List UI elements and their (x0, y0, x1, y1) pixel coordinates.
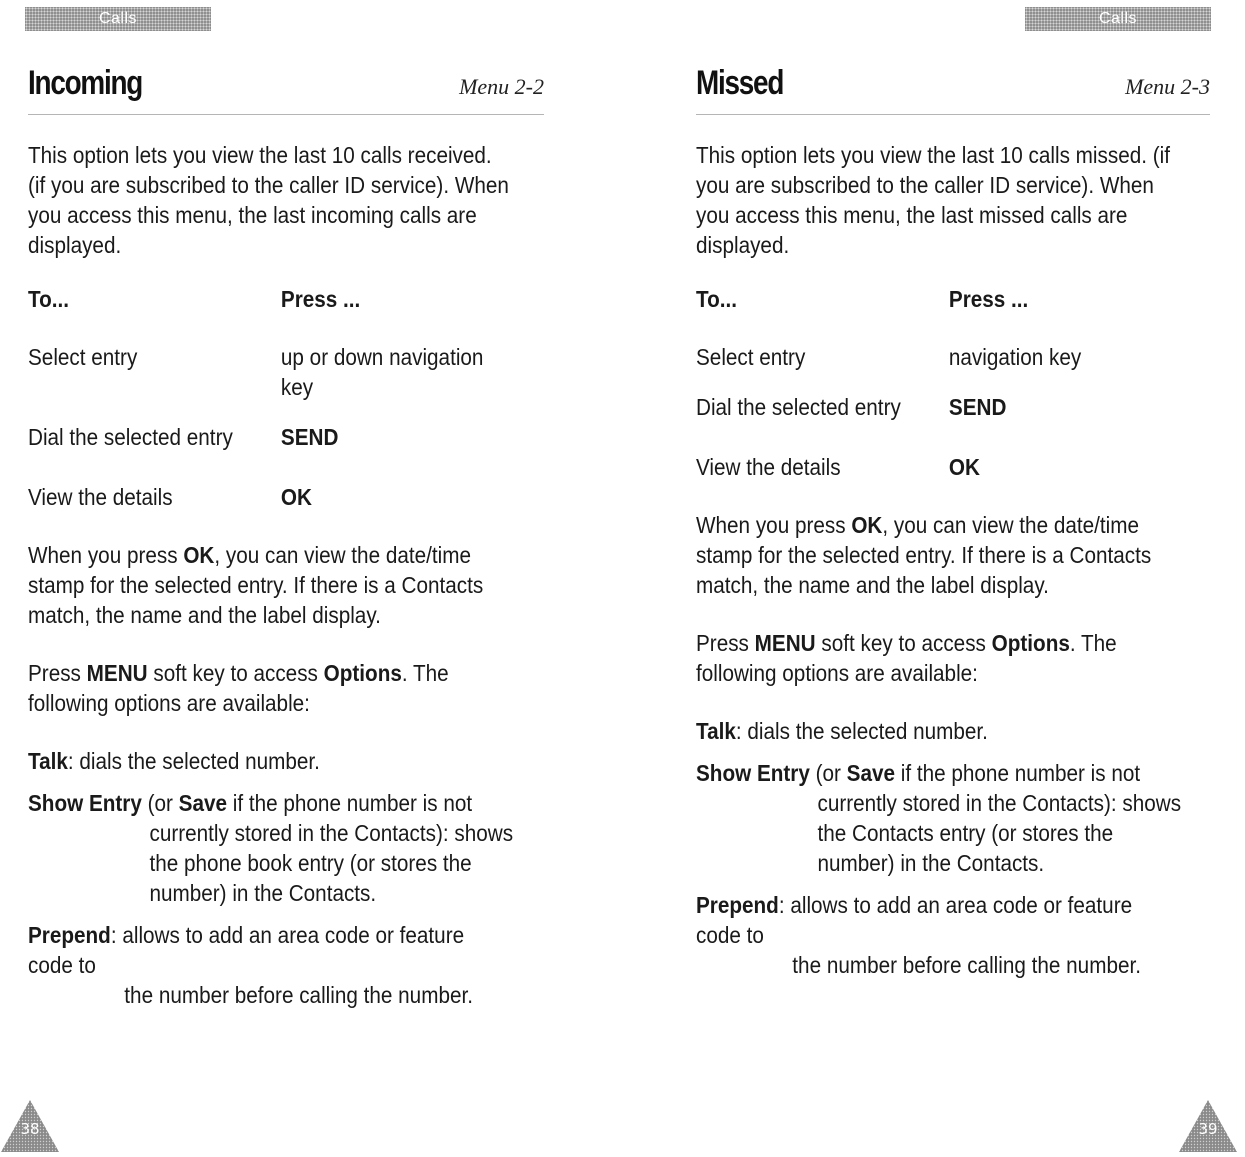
option-talk (28, 746, 514, 776)
details-text-after: , you can view the date/time stamp for the selected entry. If there is a Contacts match, the name and the label display. (696, 512, 1152, 598)
option-prepend-text: : allows to add an area code or feature code to (696, 892, 1133, 948)
table-row (28, 422, 514, 452)
page-header (28, 62, 544, 115)
section-tab: Calls (1025, 7, 1211, 31)
option-show-entry-first-line (28, 788, 514, 818)
page-corner (0, 1098, 60, 1152)
table-key: OK (948, 454, 980, 480)
details-paragraph (28, 540, 514, 630)
page-header (696, 62, 1210, 115)
option-show-entry-rest: currently stored in the Contacts): shows the phone book entry (or stores the number) in the Contacts. (149, 820, 514, 906)
table-key: OK (280, 484, 312, 510)
option-save-label: Save (846, 760, 896, 786)
table-header (696, 284, 1182, 314)
table-header-to: To... (28, 286, 70, 312)
table-row (696, 452, 1182, 482)
right-page (696, 0, 1218, 1152)
details-text-before: When you press (696, 512, 852, 538)
option-show-entry-text-1: (or (141, 790, 179, 816)
option-show-entry-text-2: if the phone number is not (227, 790, 473, 816)
option-prepend-rest: the number before calling the number. (792, 952, 1141, 978)
table-header-press: Press ... (280, 286, 361, 312)
option-save-label: Save (178, 790, 228, 816)
left-page (20, 0, 544, 1152)
menu-text-2: soft key to access (815, 630, 992, 656)
table-header-press: Press ... (948, 286, 1029, 312)
table-header-to: To... (696, 286, 738, 312)
table-action: Dial the selected entry (696, 394, 901, 420)
option-prepend-first-line (696, 890, 1182, 950)
table-row (696, 342, 1182, 372)
option-prepend-first-line (28, 920, 514, 980)
table-header (28, 284, 514, 314)
page-number: 38 (20, 1120, 40, 1138)
option-prepend-rest: the number before calling the number. (124, 982, 473, 1008)
menu-text-2: soft key to access (147, 660, 324, 686)
table-row (28, 482, 514, 512)
option-show-entry-label: Show Entry (28, 790, 142, 816)
page-body (696, 140, 1182, 992)
option-show-entry-rest: currently stored in the Contacts): shows the Contacts entry (or stores the number) in the Contacts. (817, 790, 1182, 876)
table-key: up or down navigation key (280, 344, 484, 400)
section-tab: Calls (25, 7, 211, 31)
option-talk-label: Talk (696, 718, 736, 744)
option-prepend-text: : allows to add an area code or feature code to (28, 922, 465, 978)
page-body (28, 140, 514, 1022)
option-talk-label: Talk (28, 748, 68, 774)
option-prepend (28, 920, 514, 1010)
option-prepend-label: Prepend (28, 922, 111, 948)
menu-text-1: Press (696, 630, 755, 656)
menu-reference: Menu 2-3 (1125, 74, 1210, 99)
menu-paragraph (28, 658, 514, 718)
menu-key: MENU (86, 660, 148, 686)
option-show-entry (696, 758, 1182, 878)
table-key: SEND (948, 394, 1007, 420)
option-show-entry-text-1: (or (809, 760, 847, 786)
intro-paragraph: This option lets you view the last 10 calls received. (if you are subscribed to the caller ID service). When you access this menu, the last incoming calls are displayed. (28, 142, 509, 258)
options-key: Options (323, 660, 402, 686)
details-paragraph (696, 510, 1182, 600)
option-prepend-label: Prepend (696, 892, 779, 918)
menu-text-3: . The following options are available: (28, 660, 449, 716)
menu-text-3: . The following options are available: (696, 630, 1117, 686)
details-text-before: When you press (28, 542, 184, 568)
table-row (28, 342, 514, 402)
table-row (696, 392, 1182, 422)
table-key: SEND (280, 424, 339, 450)
table-action: Dial the selected entry (28, 424, 233, 450)
page-number: 39 (1198, 1120, 1218, 1138)
option-talk (696, 716, 1182, 746)
option-talk-text: : dials the selected number. (735, 718, 988, 744)
details-text-after: , you can view the date/time stamp for the selected entry. If there is a Contacts match, the name and the label display. (28, 542, 484, 628)
table-key: navigation key (948, 344, 1082, 370)
page-title: Missed (696, 64, 784, 102)
page-title: Incoming (28, 64, 143, 102)
option-talk-text: : dials the selected number. (67, 748, 320, 774)
option-show-entry-first-line (696, 758, 1182, 788)
details-key: OK (183, 542, 215, 568)
table-action: Select entry (696, 344, 806, 370)
option-show-entry-text-2: if the phone number is not (895, 760, 1141, 786)
menu-paragraph (696, 628, 1182, 688)
table-action: Select entry (28, 344, 138, 370)
menu-reference: Menu 2-2 (459, 74, 544, 99)
page-corner (1178, 1098, 1238, 1152)
option-show-entry (28, 788, 514, 908)
details-key: OK (851, 512, 883, 538)
option-prepend (696, 890, 1182, 980)
intro-paragraph: This option lets you view the last 10 calls missed. (if you are subscribed to the caller ID service). When you access this menu, the last missed calls are displayed. (696, 142, 1171, 258)
table-action: View the details (28, 484, 173, 510)
menu-text-1: Press (28, 660, 87, 686)
option-show-entry-label: Show Entry (696, 760, 810, 786)
options-key: Options (991, 630, 1070, 656)
menu-key: MENU (754, 630, 816, 656)
table-action: View the details (696, 454, 841, 480)
